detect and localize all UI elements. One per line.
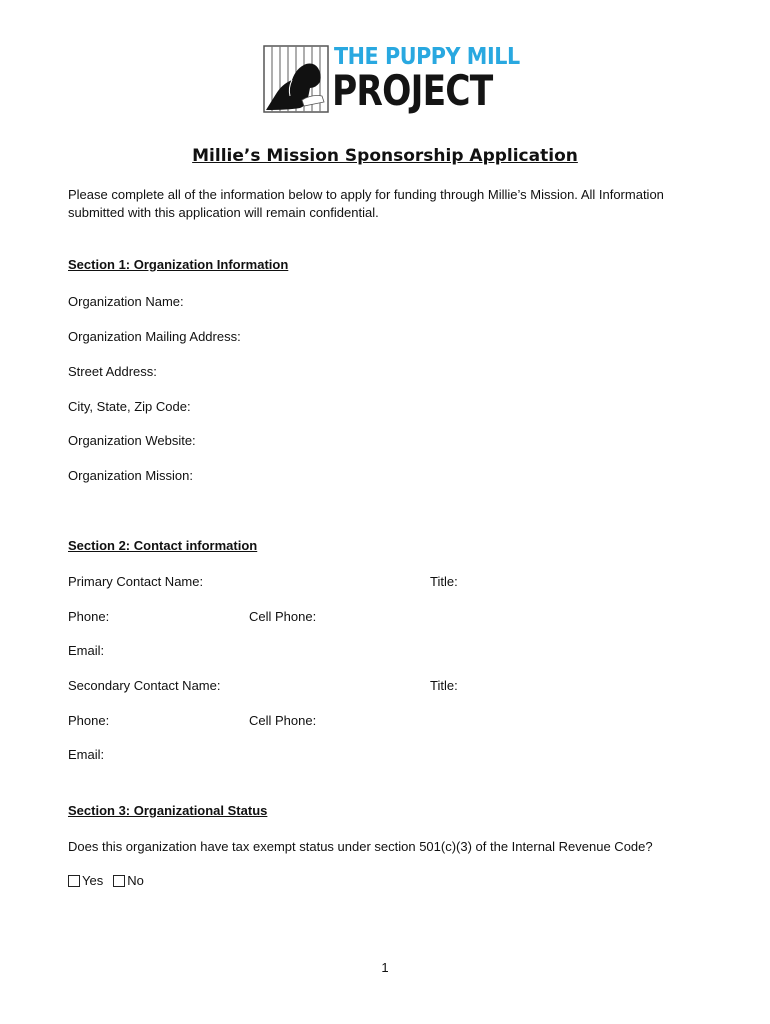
yes-checkbox[interactable] <box>68 875 80 887</box>
section-3-heading: Section 3: Organizational Status <box>68 803 268 818</box>
no-option[interactable] <box>113 873 144 888</box>
tax-exempt-options <box>68 873 150 888</box>
street-address-label: Street Address: <box>68 364 157 379</box>
primary-contact-title-label: Title: <box>430 574 458 589</box>
secondary-contact-title-label: Title: <box>430 678 458 693</box>
secondary-cell-phone-label: Cell Phone: <box>249 713 317 728</box>
caged-dog-icon <box>262 44 332 116</box>
city-state-zip-label: City, State, Zip Code: <box>68 399 191 414</box>
primary-contact-name-label: Primary Contact Name: <box>68 574 204 589</box>
logo-line-2: PROJECT <box>332 66 493 115</box>
secondary-email-label: Email: <box>68 747 105 762</box>
page-number: 1 <box>381 960 389 975</box>
section-2-heading: Section 2: Contact information <box>68 538 258 553</box>
primary-cell-phone-label: Cell Phone: <box>249 609 317 624</box>
organization-mission-label: Organization Mission: <box>68 468 193 483</box>
secondary-phone-label: Phone: <box>68 713 110 728</box>
tax-exempt-question: Does this organization have tax exempt status under section 501(c)(3) of the Internal Revenue Code? <box>68 839 653 854</box>
organization-mailing-address-label: Organization Mailing Address: <box>68 329 241 344</box>
no-checkbox[interactable] <box>113 875 125 887</box>
page-title: Millie’s Mission Sponsorship Application <box>192 146 578 166</box>
yes-option[interactable] <box>68 873 103 888</box>
organization-website-label: Organization Website: <box>68 433 196 448</box>
primary-phone-label: Phone: <box>68 609 110 624</box>
organization-name-label: Organization Name: <box>68 294 184 309</box>
logo-line-1: THE PUPPY MILL <box>334 44 520 70</box>
yes-label: Yes <box>82 873 104 888</box>
intro-paragraph: Please complete all of the information below to apply for funding through Millie’s Mission. All Information submitted with this application will remain confidential. <box>68 187 664 220</box>
puppy-mill-project-logo <box>262 44 520 116</box>
no-label: No <box>127 873 144 888</box>
secondary-contact-name-label: Secondary Contact Name: <box>68 678 221 693</box>
section-1-heading: Section 1: Organization Information <box>68 257 289 272</box>
primary-email-label: Email: <box>68 643 105 658</box>
